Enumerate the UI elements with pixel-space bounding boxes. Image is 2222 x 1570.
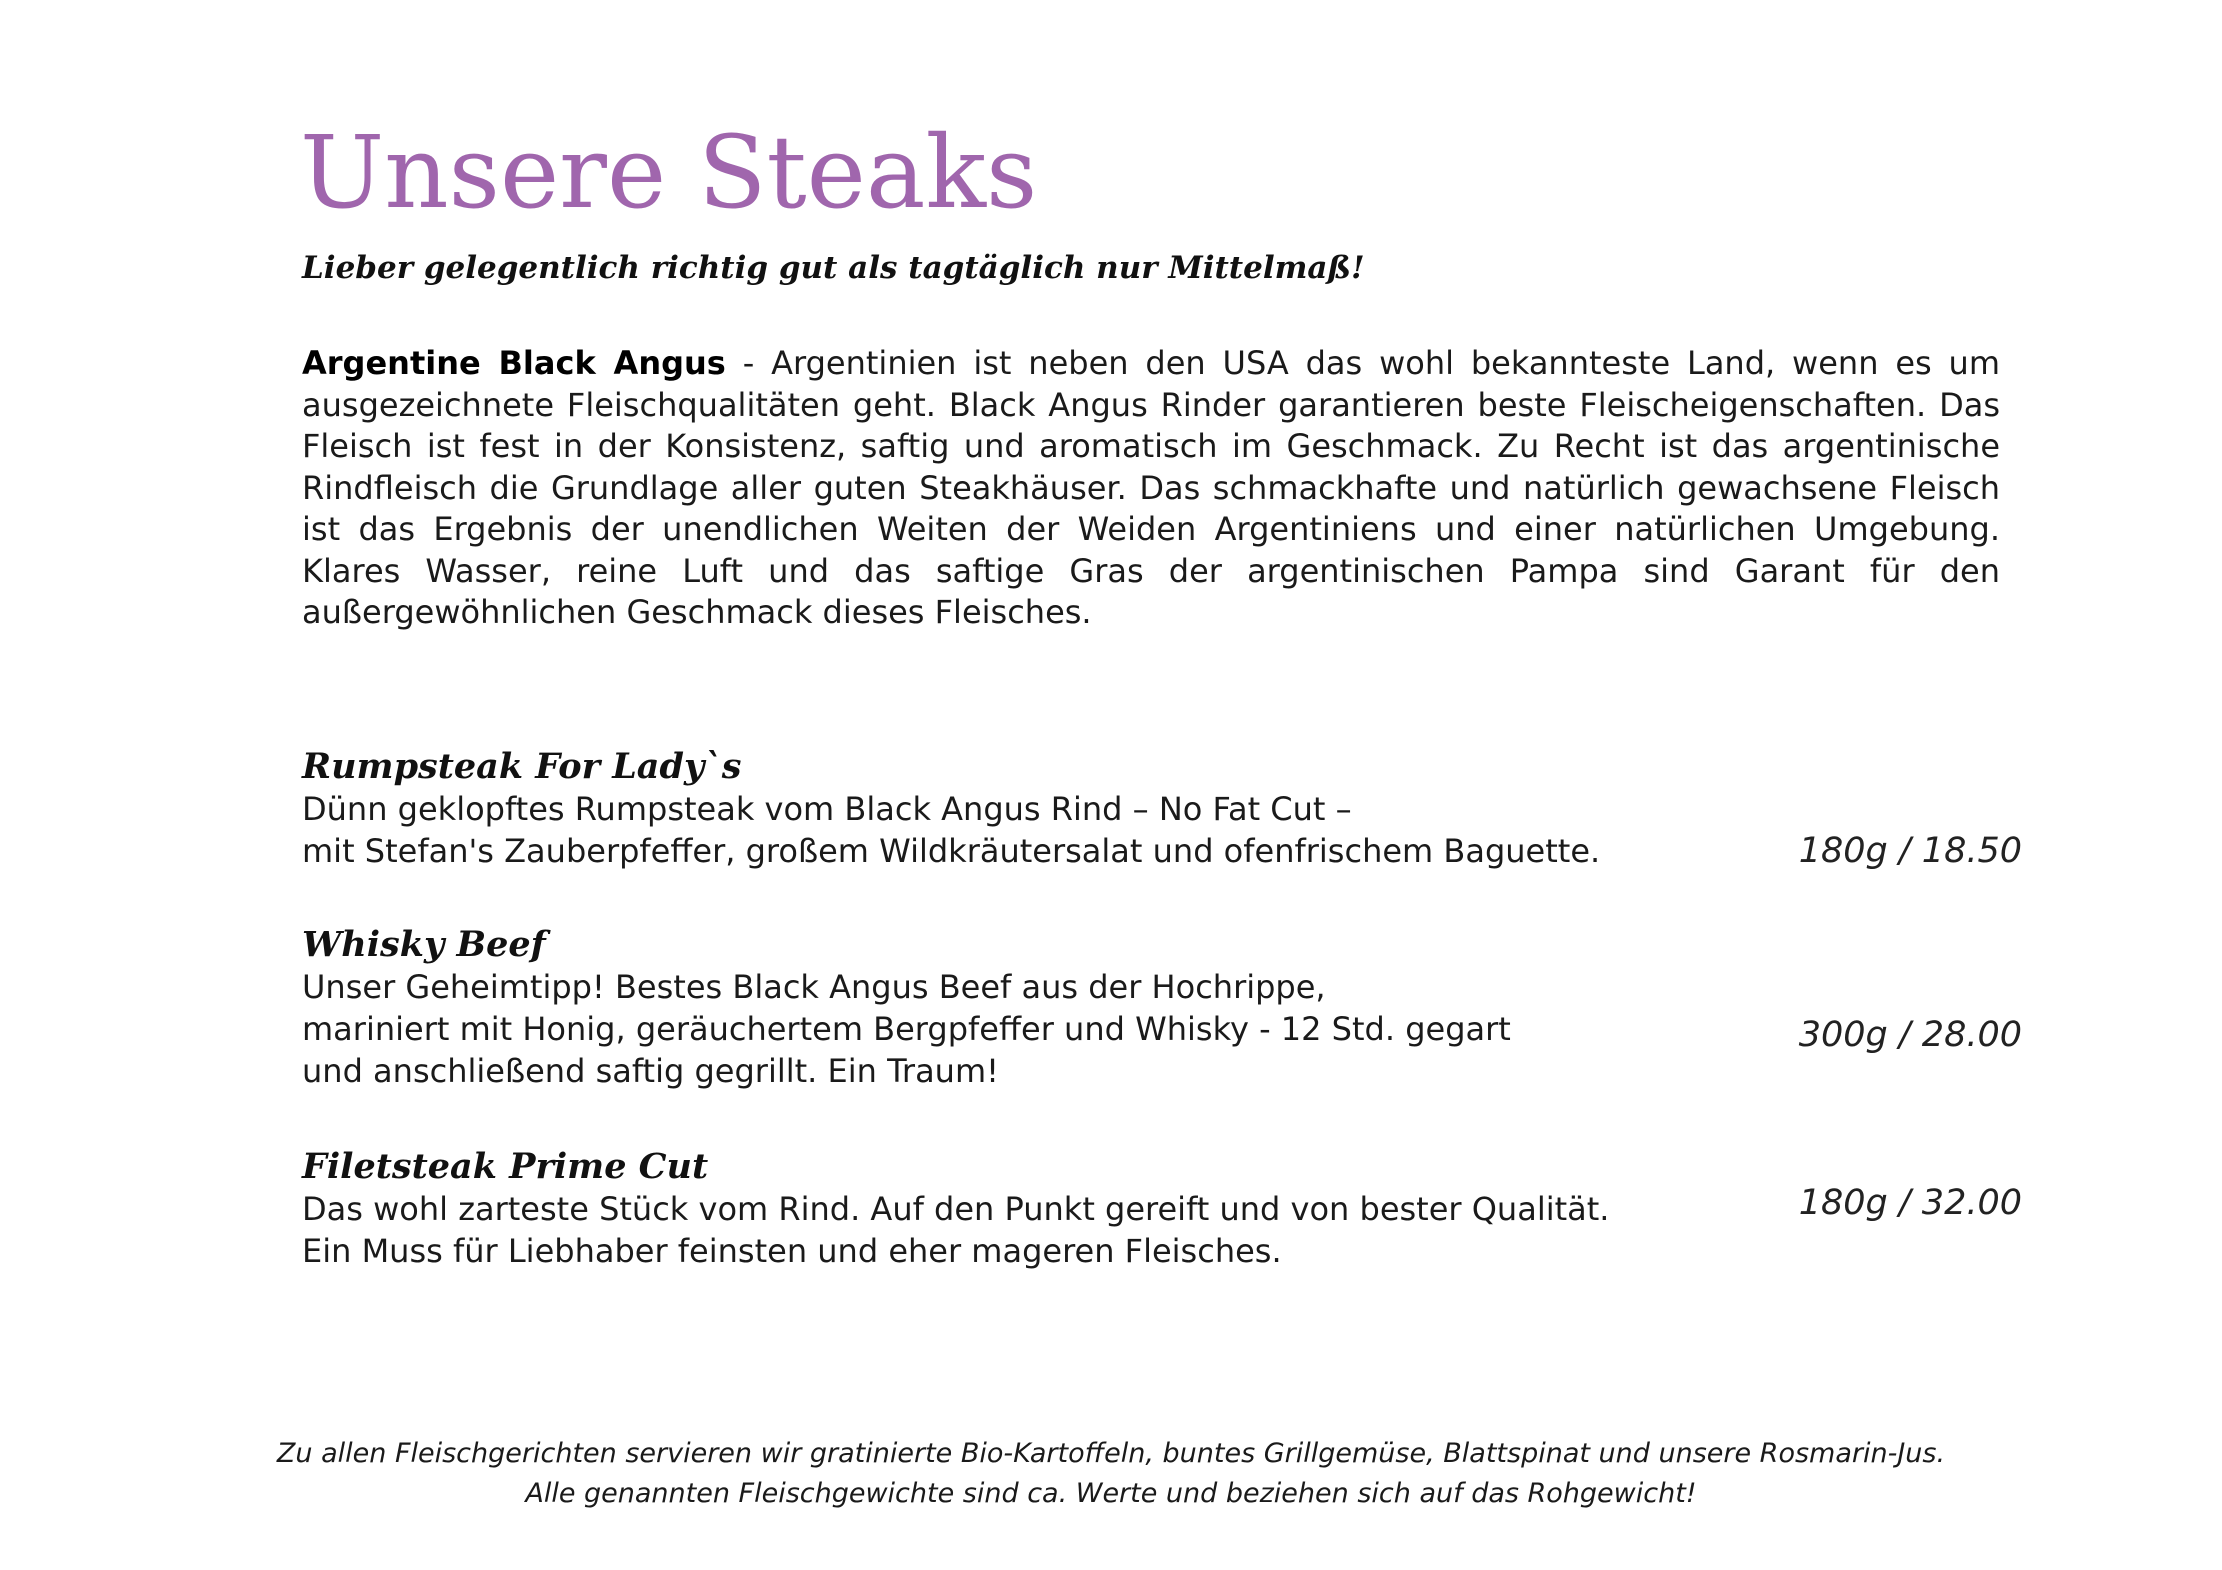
description-line: Ein Muss für Liebhaber feinsten und eher mageren Fleisches. xyxy=(302,1232,1282,1270)
footer-line: Alle genannten Fleischgewichte sind ca. Werte und beziehen sich auf das Rohgewicht! xyxy=(525,1478,1697,1509)
description-line: mariniert mit Honig, geräuchertem Bergpfeffer und Whisky - 12 Std. gegart xyxy=(302,1010,1511,1048)
menu-item-price: 300g / 28.00 xyxy=(1798,1015,2022,1055)
page-title: Unsere Steaks xyxy=(300,114,1038,231)
description-line: mit Stefan's Zauberpfeffer, großem Wildkräutersalat und ofenfrischem Baguette. xyxy=(302,832,1601,870)
menu-item-filetsteak xyxy=(302,1146,2022,1272)
description-line: Das wohl zarteste Stück vom Rind. Auf den Punkt gereift und von bester Qualität. xyxy=(302,1190,1610,1228)
menu-item-description xyxy=(302,966,2022,1092)
menu-item-price: 180g / 32.00 xyxy=(1798,1183,2022,1223)
intro-text: - Argentinien ist neben den USA das wohl bekannteste Land, wenn es um ausgezeichnete Fleischqualitäten geht. Black Angus Rinder garantieren beste Fleischeigenschaften. Das Fleisch ist fest in der Konsistenz, saftig und aromatisch im Geschmack. Zu Recht ist das argentinische Rindfleisch die Grundlage aller guten Steakhäuser. Das schmackhafte und natürlich gewachsene Fleisch ist das Ergebnis der unendlichen Weiten der Weiden Argentiniens und einer natürlichen Umgebung. Klares Wasser, reine Luft und das saftige Gras der argentinischen Pampa sind Garant für den außergewöhnlichen Geschmack dieses Fleisches. xyxy=(302,344,2001,631)
description-line: Unser Geheimtipp! Bestes Black Angus Beef aus der Hochrippe, xyxy=(302,968,1326,1006)
intro-paragraph xyxy=(302,343,2000,634)
menu-item-name: Rumpsteak For Lady`s xyxy=(302,746,742,787)
menu-item-price: 180g / 18.50 xyxy=(1798,831,2022,871)
description-line: Dünn geklopftes Rumpsteak vom Black Angus Rind – No Fat Cut – xyxy=(302,790,1352,828)
menu-item-description xyxy=(302,788,2022,872)
intro-lead: Argentine Black Angus xyxy=(302,344,726,382)
menu-item-description xyxy=(302,1188,2022,1272)
footer-line: Zu allen Fleischgerichten servieren wir gratinierte Bio-Kartoffeln, buntes Grillgemüse, Blattspinat und unsere Rosmarin-Jus. xyxy=(276,1438,1946,1469)
menu-item-name: Whisky Beef xyxy=(302,924,546,965)
menu-item-whisky-beef xyxy=(302,924,2022,1092)
page-subtitle: Lieber gelegentlich richtig gut als tagtäglich nur Mittelmaß! xyxy=(302,250,1365,286)
menu-item-rumpsteak xyxy=(302,746,2022,872)
menu-item-name: Filetsteak Prime Cut xyxy=(302,1146,709,1187)
footer-note xyxy=(200,1434,2022,1514)
description-line: und anschließend saftig gegrillt. Ein Traum! xyxy=(302,1052,999,1090)
